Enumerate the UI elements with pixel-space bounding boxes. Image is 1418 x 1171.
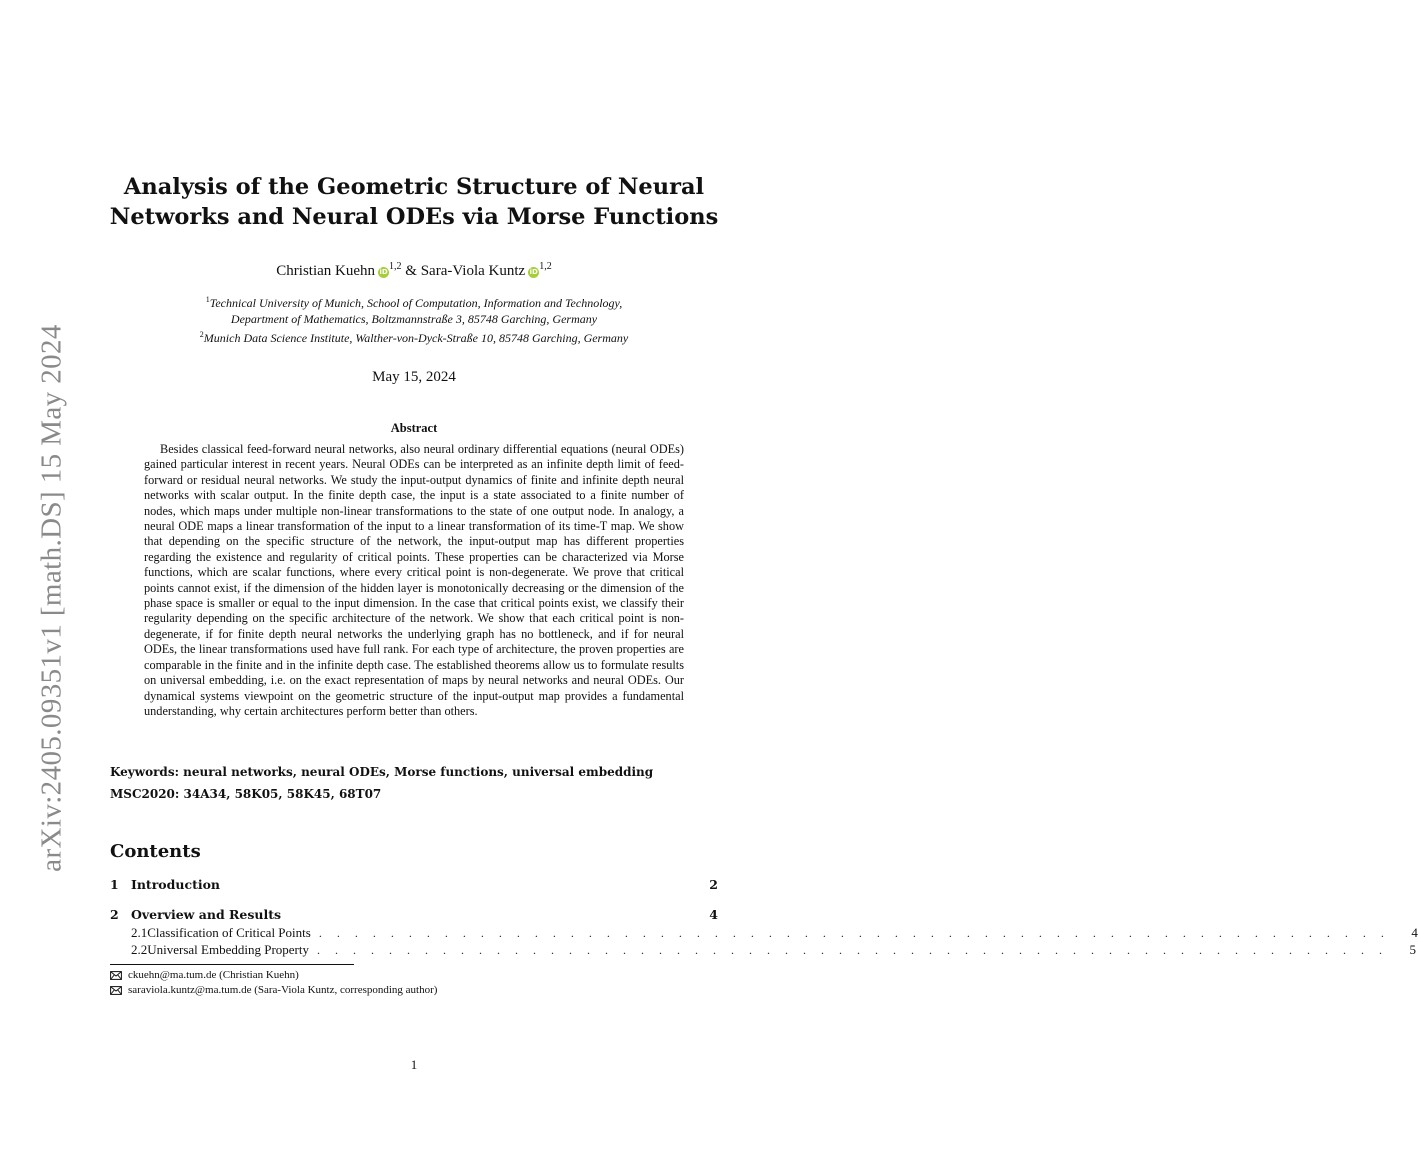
title-line-1: Analysis of the Geometric Structure of Neural <box>123 174 705 200</box>
toc-entry-title: Universal Embedding Property <box>147 942 309 957</box>
title-line-2: Networks and Neural ODEs via Morse Functions <box>109 204 719 230</box>
abstract-body: Besides classical feed-forward neural networks, also neural ordinary differential equations (neural ODEs) gained particular interest in recent years. Neural ODEs can be interpreted as an infinite depth limit of feed-forward or residual neural networks. We study the input-output dynamics of finite and infinite depth neural networks with scalar output. In the finite depth case, the input is a state associated to a finite number of nodes, which maps under multiple non-linear transformations to the state of one output node. In analogy, a neural ODE maps a linear transformation of the input to a linear transformation of its time-T map. We show that depending on the specific structure of the network, the input-output map has different properties regarding the existence and regularity of critical points. These properties can be characterized via Morse functions, which are scalar functions, where every critical point is non-degenerate. We prove that critical points cannot exist, if the dimension of the hidden layer is monotonically decreasing or the dimension of the phase space is smaller or equal to the input dimension. In the case that critical points exist, we classify their regularity depending on the specific architecture of the network. We show that each critical point is non-degenerate, if for finite depth neural networks the underlying graph has no bottleneck, and if for neural ODEs, the linear transformations used have full rank. For each type of architecture, the proven properties are comparable in the finite and in the infinite depth case. The established theorems allow us to formulate results on universal embedding, i.e. on the exact representation of maps by neural networks and neural ODEs. Our dynamical systems viewpoint on the geometric structure of the input-output map provides a fundamental understanding, why certain architectures perform better than others. <box>144 442 684 718</box>
toc-entry-page: 4 <box>709 907 718 922</box>
affiliation-2 <box>0 327 828 346</box>
toc-entry-number: 2.1 <box>131 925 148 940</box>
footnote-rule <box>110 964 354 965</box>
author-separator: & <box>405 263 417 279</box>
affiliation-mark: 1 <box>205 295 210 304</box>
paper-title <box>0 172 828 232</box>
affiliation-text: Munich Data Science Institute, Walther-von-Dyck-Straße 10, 85748 Garching, Germany <box>203 331 629 345</box>
arxiv-identifier-stamp: arXiv:2405.09351v1 [math.DS] 15 May 2024 <box>35 324 68 872</box>
email-link[interactable]: ckuehn@ma.tum.de (Christian Kuehn) <box>128 969 299 981</box>
contents-heading: Contents <box>110 841 201 862</box>
toc-entry-title: Classification of Critical Points <box>147 925 311 940</box>
author-name: Sara-Viola Kuntz <box>420 263 526 279</box>
msc-classification-line: MSC2020: 34A34, 58K05, 58K45, 68T07 <box>110 787 382 801</box>
toc-dot-leader: . . . . . . . . . . . . . . . . . . . . . . . . . . . . . . . . . . . . . . . . . . . . . . . . . . . . . . . . . . . . <box>317 943 1388 957</box>
email-link[interactable]: saraviola.kuntz@ma.tum.de (Sara-Viola Kuntz, corresponding author) <box>128 984 438 996</box>
author-list <box>0 257 828 281</box>
toc-entry[interactable] <box>110 877 718 892</box>
toc-entry-number: 2 <box>110 907 119 922</box>
orcid-icon[interactable]: iD <box>379 268 388 276</box>
orcid-icon[interactable]: iD <box>529 268 538 276</box>
toc-dot-leader: . . . . . . . . . . . . . . . . . . . . . . . . . . . . . . . . . . . . . . . . . . . . . . . . . . . . . . . . . . . . <box>318 926 1390 940</box>
author-affiliation-marks: 1,2 <box>539 261 552 272</box>
toc-entry-page: 5 <box>1409 942 1416 957</box>
toc-entry-number: 1 <box>110 877 119 892</box>
toc-entry-page: 2 <box>709 877 718 892</box>
toc-entry-number: 2.2 <box>131 942 148 957</box>
affiliation-1 <box>0 292 828 311</box>
envelope-icon <box>110 986 122 995</box>
toc-subentry[interactable] <box>110 942 1416 958</box>
toc-entry-title: Introduction <box>131 877 221 892</box>
toc-subentry[interactable] <box>110 925 1418 941</box>
toc-entry-page: 4 <box>1411 925 1418 940</box>
page-number: 1 <box>410 1057 418 1072</box>
envelope-icon <box>110 971 122 980</box>
keywords-line: Keywords: neural networks, neural ODEs, Morse functions, universal embedding <box>110 765 654 779</box>
footnote-email <box>110 983 437 997</box>
abstract-heading: Abstract <box>390 421 438 435</box>
affiliation-mark: 2 <box>199 330 204 339</box>
affiliation-1-continued: Department of Mathematics, Boltzmannstraße 3, 85748 Garching, Germany <box>230 312 598 326</box>
affiliations <box>0 292 828 346</box>
affiliation-text: Technical University of Munich, School of Computation, Information and Technology, <box>209 296 623 310</box>
author-affiliation-marks: 1,2 <box>389 261 402 272</box>
footnote-email <box>110 968 299 982</box>
publication-date: May 15, 2024 <box>372 369 456 385</box>
toc-entry[interactable] <box>110 907 718 922</box>
author-name: Christian Kuehn <box>276 263 376 279</box>
toc-entry-title: Overview and Results <box>131 907 282 922</box>
